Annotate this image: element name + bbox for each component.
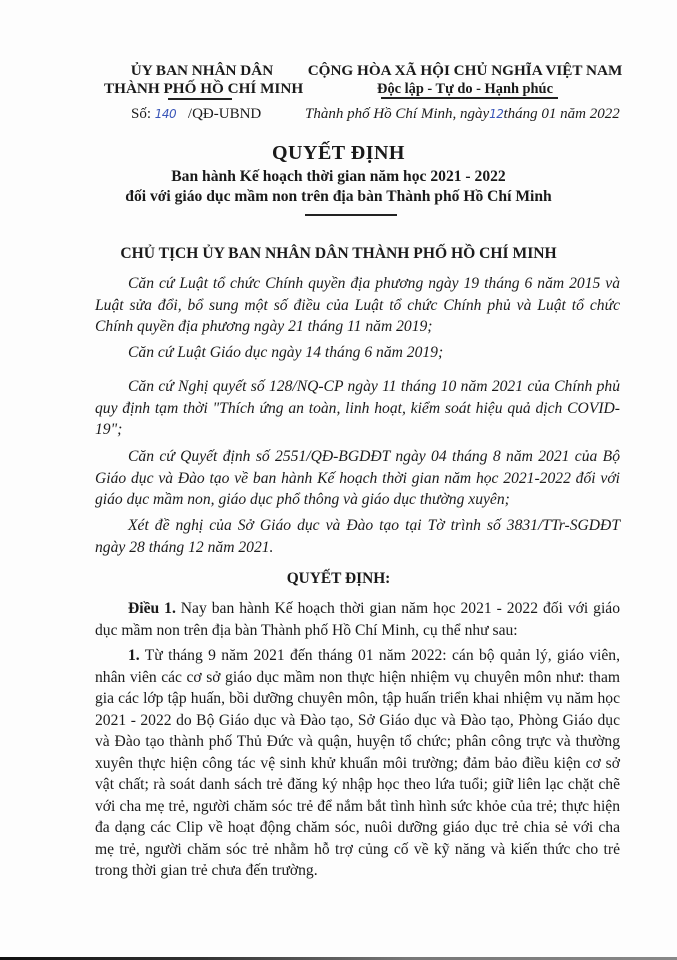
- article-1: [95, 598, 620, 641]
- document-subtitle-2: đối với giáo dục mầm non trên địa bàn Thành phố Hồ Chí Minh: [125, 188, 552, 205]
- title-underline: [305, 214, 397, 216]
- document-title: QUYẾT ĐỊNH: [272, 142, 405, 164]
- article-1-label: Điều 1.: [128, 600, 176, 617]
- doc-number-prefix: Số:: [131, 106, 152, 122]
- clause-1-label: 1.: [128, 647, 140, 664]
- issuer-line-1: ỦY BAN NHÂN DÂN: [130, 62, 274, 79]
- document-subtitle-1: Ban hành Kế hoạch thời gian năm học 2021 - 2022: [171, 168, 506, 185]
- motto-underline: [381, 97, 558, 99]
- clause-1-text: Từ tháng 9 năm 2021 đến tháng 01 năm 2022: cán bộ quản lý, giáo viên, nhân viên các cơ sở giáo dục mầm non thực hiện nhiệm vụ chuyên môn như: tham gia các lớp tập huấn, bồi dưỡng chuyên môn, tập huấn triển khai nhiệm vụ năm học 2021 - 2022 do Bộ Giáo dục và Đào tạo, Sở Giáo dục và Đào tạo, Phòng Giáo dục và Đào tạo thành phố Thủ Đức và quận, huyện tổ chức; phân công trực và thường xuyên thực hiện công tác vệ sinh khử khuẩn môi trường; đảm bảo điều kiện cơ sở vật chất; rà soát danh sách trẻ đăng ký nhập học theo lứa tuổi; giữ liên lạc chặt chẽ với cha mẹ trẻ, người chăm sóc trẻ để nắm bắt tình hình sức khỏe của trẻ; thực hiện đa dạng các Clip về hoạt động chăm sóc, nuôi dưỡng giáo dục trẻ chia sẻ với cha mẹ trẻ, người chăm sóc trẻ nhằm hỗ trợ củng cố về kỹ năng và kiến thức cho trẻ trong thời gian trẻ chưa đến trường.: [95, 647, 620, 879]
- issuer-line-2: THÀNH PHỐ HỒ CHÍ MINH: [104, 80, 304, 97]
- doc-number-handwritten: 140: [154, 107, 177, 121]
- national-motto-block: [300, 62, 630, 98]
- issuer-block: [104, 62, 304, 98]
- date-prefix: Thành phố Hồ Chí Minh, ngày: [305, 106, 490, 122]
- preamble-paragraph-2: Căn cứ Luật Giáo dục ngày 14 tháng 6 năm 2019;: [128, 344, 444, 361]
- nation-line-1: CỘNG HÒA XÃ HỘI CHỦ NGHĨA VIỆT NAM: [307, 62, 623, 79]
- issuer-underline: [168, 98, 232, 100]
- document-number: [131, 106, 261, 123]
- clause-1: [95, 645, 620, 882]
- date-suffix: tháng 01 năm 2022: [503, 106, 620, 122]
- article-1-text: Nay ban hành Kế hoạch thời gian năm học 2021 - 2022 đối với giáo dục mầm non trên địa bàn Thành phố Hồ Chí Minh, cụ thể như sau:: [95, 600, 620, 639]
- authority-heading: CHỦ TỊCH ỦY BAN NHÂN DÂN THÀNH PHỐ HỒ CHÍ MINH: [120, 245, 557, 262]
- doc-number-suffix: /QĐ-UBND: [187, 106, 262, 122]
- preamble-paragraph-5: Xét đề nghị của Sở Giáo dục và Đào tạo tại Tờ trình số 3831/TTr-SGDĐT ngày 28 tháng 12 năm 2021.: [95, 517, 620, 556]
- decision-heading: QUYẾT ĐỊNH:: [286, 570, 391, 587]
- nation-line-2: Độc lập - Tự do - Hạnh phúc: [377, 81, 553, 97]
- preamble-paragraph-1: Căn cứ Luật tổ chức Chính quyền địa phương ngày 19 tháng 6 năm 2015 và Luật sửa đổi, bổ sung một số điều của Luật tổ chức Chính phủ và Luật tổ chức Chính quyền địa phương ngày 21 tháng 11 năm 2019;: [95, 275, 620, 335]
- issue-date: [305, 106, 620, 123]
- preamble-paragraph-3: Căn cứ Nghị quyết số 128/NQ-CP ngày 11 tháng 10 năm 2021 của Chính phủ quy định tạm thời "Thích ứng an toàn, linh hoạt, kiểm soát hiệu quả dịch COVID-19";: [95, 378, 620, 438]
- preamble-paragraph-4: Căn cứ Quyết định số 2551/QĐ-BGDĐT ngày 04 tháng 8 năm 2021 của Bộ Giáo dục và Đào tạo về ban hành Kế hoạch thời gian năm học 2021-2022 đối với giáo dục mầm non, giáo dục phổ thông và giáo dục thường xuyên;: [95, 448, 620, 508]
- date-day-handwritten: 12: [489, 107, 504, 121]
